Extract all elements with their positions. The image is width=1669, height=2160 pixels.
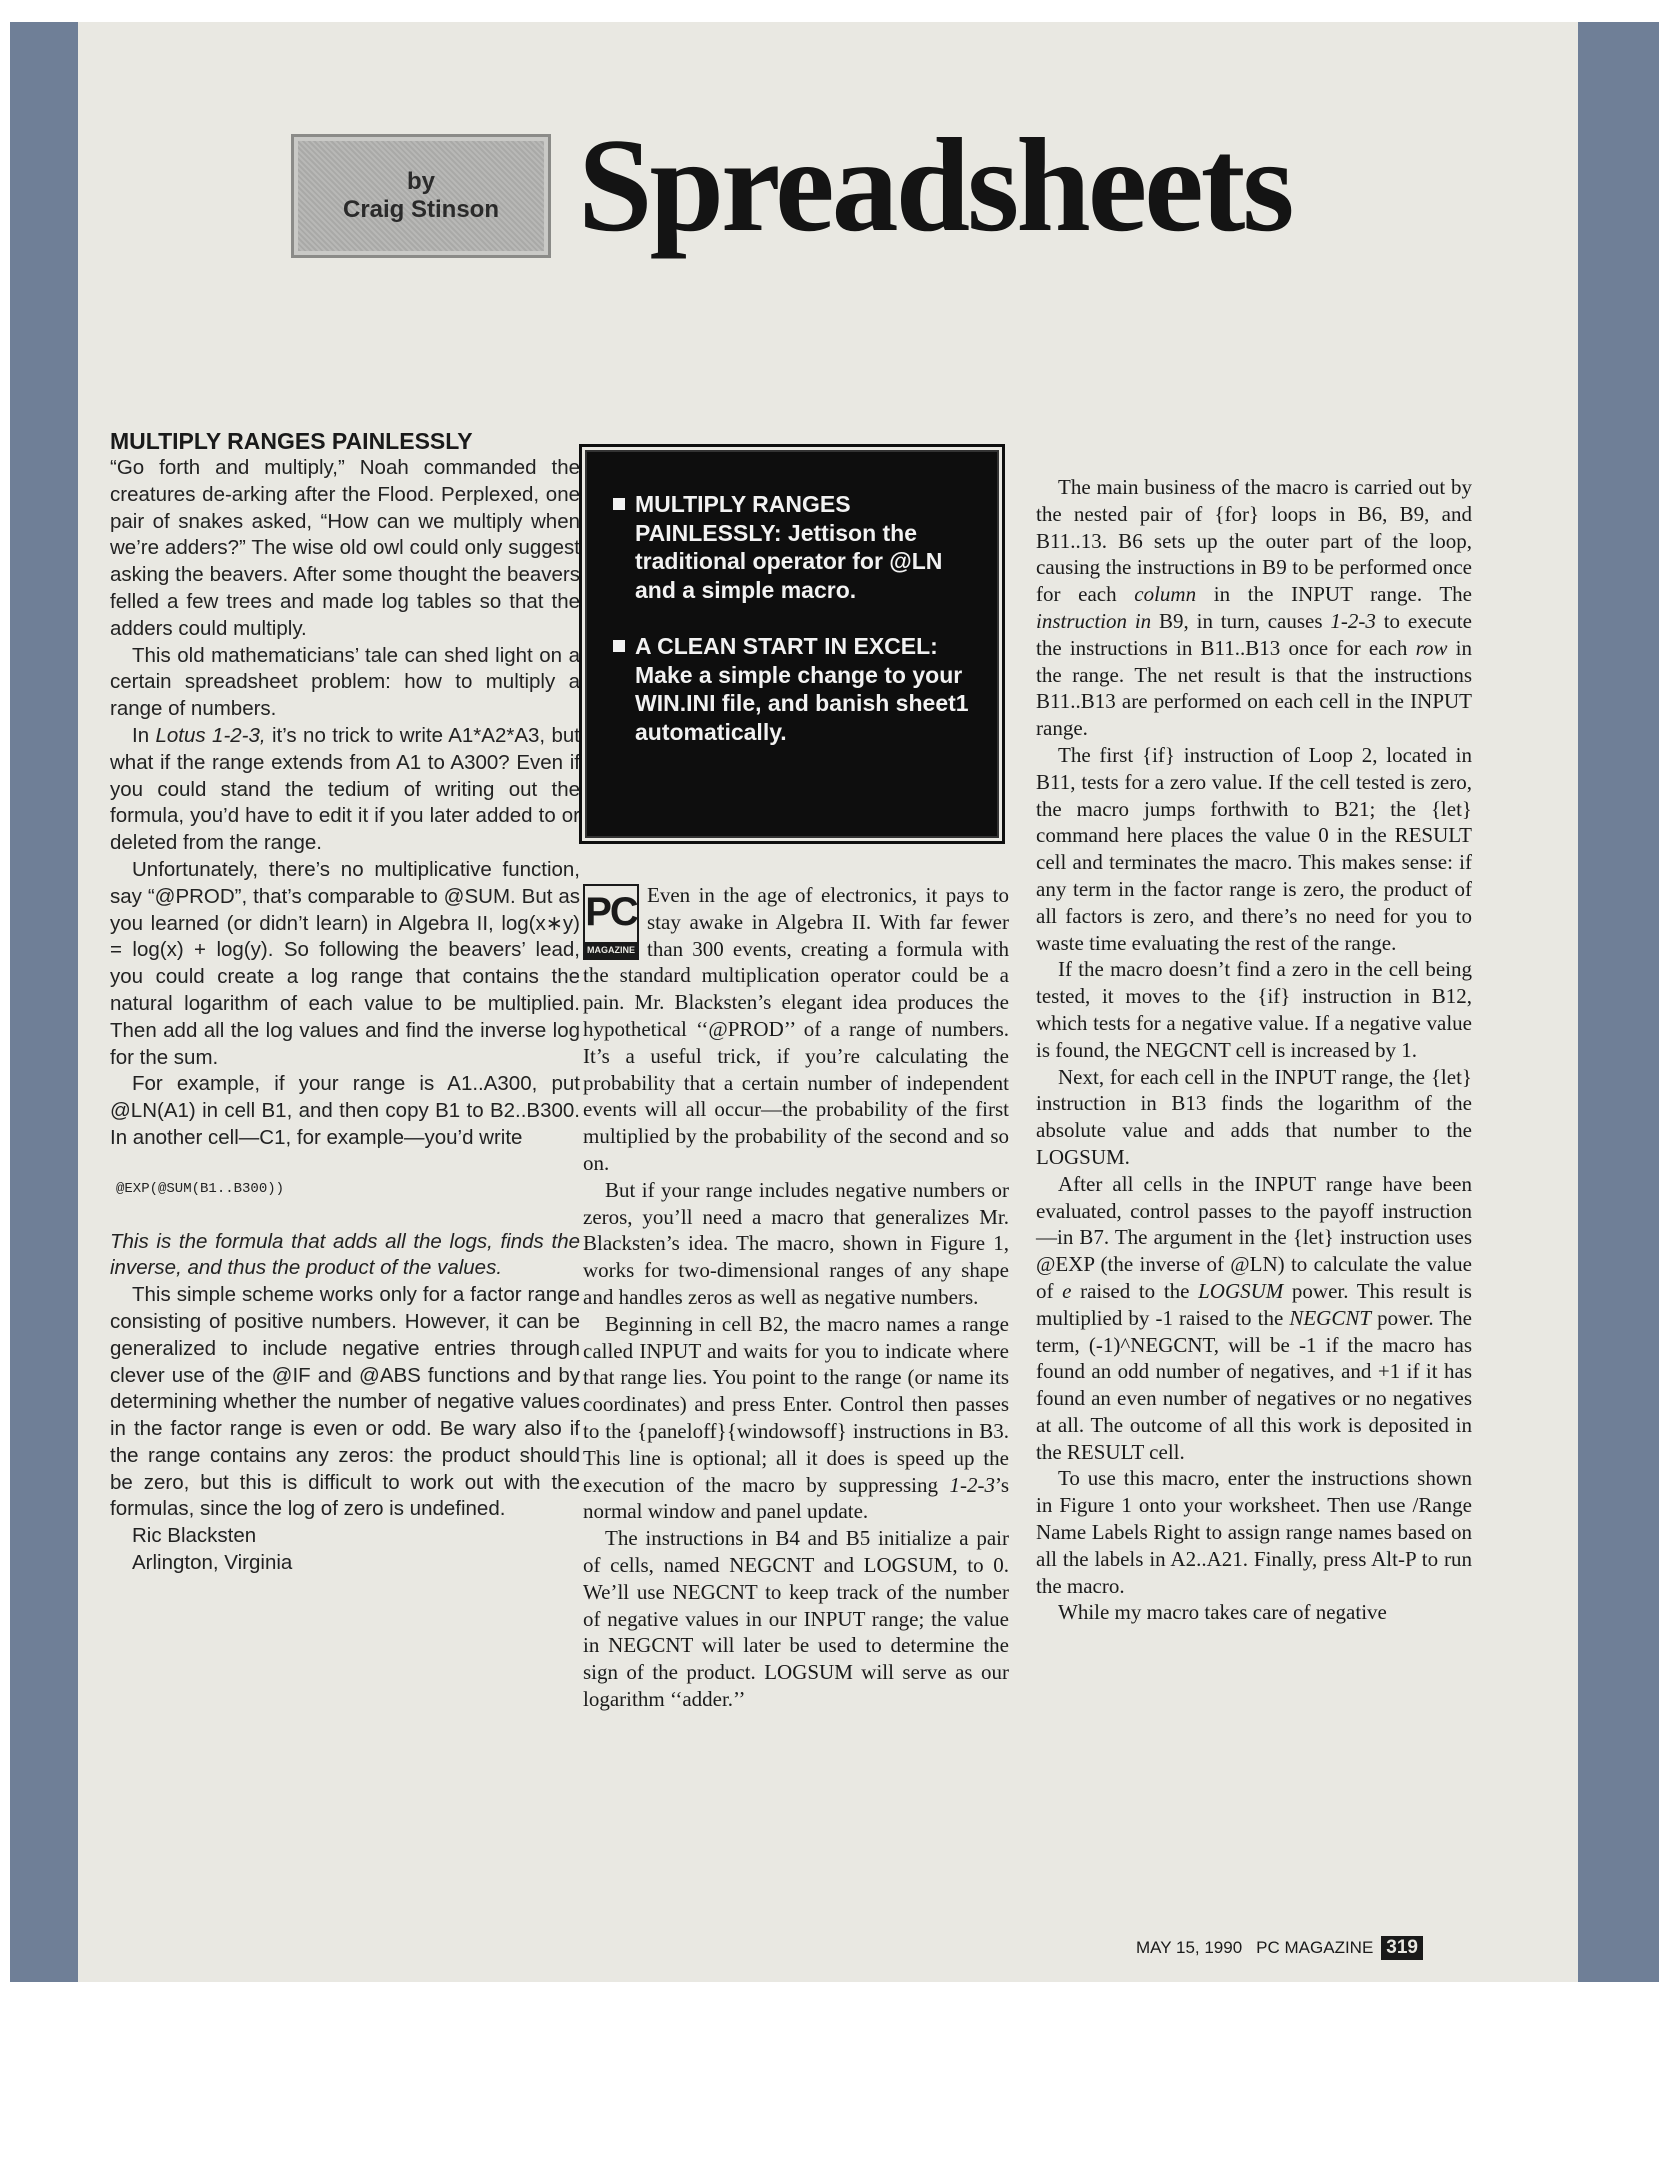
paragraph: To use this macro, enter the instructions shown in Figure 1 onto your worksheet. Then use /Range Name Labels Right to assign range names based on all the labels in A2..A21. Finally, press Alt-P to run the macro. bbox=[1036, 1466, 1472, 1598]
page-footer bbox=[1136, 1936, 1423, 1960]
callout-item bbox=[613, 490, 973, 604]
byline-prefix: by bbox=[406, 168, 435, 195]
signature-place: Arlington, Virginia bbox=[132, 1551, 293, 1575]
pc-magazine-logo-icon: PC MAGAZINE bbox=[583, 884, 639, 960]
section-heading: MULTIPLY RANGES PAINLESSLY bbox=[110, 428, 473, 454]
response-column-right bbox=[1036, 474, 1472, 1626]
square-bullet-icon bbox=[613, 498, 625, 510]
author-name: Craig Stinson bbox=[342, 196, 499, 223]
paragraph: After all cells in the INPUT range have been evaluated, control passes to the payoff instruction—in B7. The argument in the {let} instruction uses @EXP (the inverse of @LN) to calculate the value of e raised to the LOGSUM power. This result is multiplied by -1 raised to the NEGCNT power. The term, (-1)^NEGCNT, will be -1 if the macro has found an odd number of negatives, and +1 if it has found an even number of negatives or no negatives at all. The outcome of all this work is deposited in the RESULT cell. bbox=[1036, 1171, 1472, 1464]
byline-box bbox=[291, 134, 551, 258]
response-column-middle bbox=[583, 882, 1009, 1713]
square-bullet-icon bbox=[613, 640, 625, 652]
paragraph: If the macro doesn’t find a zero in the cell being tested, it moves to the {if} instruction in B12, which tests for a negative value. If a negative value is found, the NEGCNT cell is increased by 1. bbox=[1036, 957, 1472, 1062]
callout-text: A CLEAN START IN EXCEL: Make a simple change to your WIN.INI file, and banish sheet1 automatically. bbox=[635, 633, 969, 745]
paragraph: For example, if your range is A1..A300, put @LN(A1) in cell B1, and then copy B1 to B2..B300. In another cell—C1, for example—you’d write bbox=[110, 1072, 580, 1149]
paragraph: Even in the age of electronics, it pays to stay awake in Algebra II. With far fewer than 300 events, creating a formula with the standard multiplication operator could be a pain. Mr. Blacksten’s elegant idea produces the hypothetical ‘‘@PROD’’ of a range of numbers. It’s a useful trick, if you’re calculating the probability that a certain number of independent events will all occur—the probability of the first multiplied by the probability of the second and so on. bbox=[583, 883, 1009, 1175]
paragraph: Unfortunately, there’s no multiplicative function, say “@PROD”, that’s comparable to @SUM. But as you learned (or didn’t learn) in Algebra II, log(x∗y) = log(x) + log(y). So following the beavers’ lead, you could create a log range that contains the natural logarithm of each value to be multiplied. Then add all the log values and find the inverse log for the sum. bbox=[110, 857, 580, 1069]
paragraph: While my macro takes care of negative bbox=[1058, 1600, 1387, 1625]
paragraph: “Go forth and multiply,” Noah commanded the creatures de-arking after the Flood. Perplexed, one pair of snakes asked, “How can we multiply when we’re adders?” The wise old owl could only suggest asking the beavers. After some thought the beavers felled a few trees and made log tables so that the adders could multiply. bbox=[110, 456, 580, 640]
paragraph: This old mathematicians’ tale can shed light on a certain spreadsheet problem: how to multiply a range of numbers. bbox=[110, 643, 580, 721]
magazine-name: PC MAGAZINE bbox=[1256, 1938, 1374, 1957]
paragraph: The instructions in B4 and B5 initialize a pair of cells, named NEGCNT and LOGSUM, to 0. We’ll use NEGCNT to keep track of the number of negative values in our INPUT range; the value in NEGCNT will later be used to determine the sign of the product. LOGSUM will serve as our logarithm ‘‘adder.’’ bbox=[583, 1526, 1009, 1711]
formula-code: @EXP(@SUM(B1..B300)) bbox=[116, 1180, 285, 1197]
callout-item bbox=[613, 632, 973, 746]
paragraph: Next, for each cell in the INPUT range, the {let} instruction in B13 finds the logarithm of the absolute value and adds that number to the LOGSUM. bbox=[1036, 1064, 1472, 1169]
letter-column bbox=[110, 427, 580, 1577]
paragraph: In Lotus 1-2-3, it’s no trick to write A1*A2*A3, but what if the range extends from A1 to A300? Even if you could stand the tedium of writing out the formula, you’d have to edit it if you later added to or deleted from the range. bbox=[110, 723, 580, 855]
magazine-page bbox=[78, 22, 1578, 1982]
page-title: Spreadsheets bbox=[578, 111, 1292, 259]
paragraph: The main business of the macro is carried out by the nested pair of {for} loops in B6, B9, and B11..13. B6 sets up the outer part of the loop, causing the instructions in B9 to be performed once for each column in the INPUT range. The instruction in B9, in turn, causes 1-2-3 to execute the instructions in B11..B13 once for each row in the range. The net result is that the instructions B11..B13 are performed on each cell in the INPUT range. bbox=[1036, 475, 1473, 741]
paragraph: The first {if} instruction of Loop 2, located in B11, tests for a zero value. If the cell tested is zero, the macro jumps forthwith to B21; the {let} command here places the value 0 in the RESULT cell and terminates the macro. This makes sense: if any term in the factor range is zero, the product of all factors is zero, and there’s no need for you to waste time evaluating the rest of the range. bbox=[1036, 742, 1472, 955]
paragraph: This is the formula that adds all the logs, finds the inverse, and thus the product of the values. bbox=[110, 1229, 580, 1280]
issue-date: MAY 15, 1990 bbox=[1136, 1938, 1243, 1957]
signature-name: Ric Blacksten bbox=[132, 1524, 257, 1548]
paragraph: Beginning in cell B2, the macro names a range called INPUT and waits for you to indicate where that range lies. You point to the range (or name its coordinates) and press Enter. Control then passes to the {paneloff}{windowsoff} instructions in B3. This line is optional; all it does is speed up the execution of the macro by suppressing 1-2-3’s normal window and panel update. bbox=[583, 1311, 1009, 1524]
paragraph: But if your range includes negative numbers or zeros, you’ll need a macro that generalizes Mr. Blacksten’s idea. The macro, shown in Figure 1, works for two-dimensional ranges of any shape and handles zeros as well as negative numbers. bbox=[583, 1177, 1009, 1309]
callout-text: MULTIPLY RANGES PAINLESSLY: Jettison the traditional operator for @LN and a simple macro. bbox=[635, 491, 943, 603]
page-number: 319 bbox=[1381, 1936, 1423, 1960]
paragraph: This simple scheme works only for a factor range consisting of positive numbers. However, it can be generalized to include negative entries through clever use of the @IF and @ABS functions and by determining whether the number of negative values in the factor range is even or odd. Be wary also if the range contains any zeros: the product should be zero, but this is difficult to work out with the formulas, since the log of zero is undefined. bbox=[110, 1283, 580, 1521]
highlights-callout-box bbox=[585, 450, 999, 838]
